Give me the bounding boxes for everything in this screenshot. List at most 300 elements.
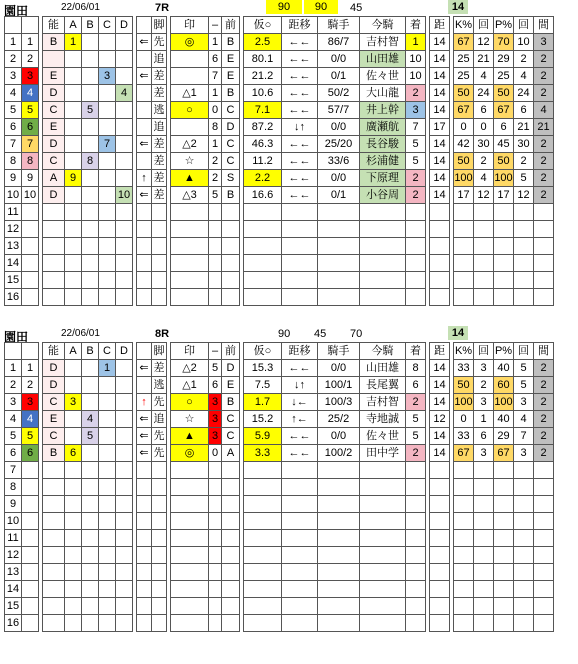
cell-shirushi: ☆: [171, 411, 209, 428]
cell-a: [65, 581, 82, 598]
cell-kyo: 14: [430, 34, 450, 51]
cell-dash: 6: [209, 377, 222, 394]
table-row: [5, 34, 554, 51]
cell-kyo: 14: [430, 85, 450, 102]
cell-mae: C: [222, 136, 240, 153]
cell-pp: 25: [494, 68, 514, 85]
cell-b: [82, 85, 99, 102]
cell-shirushi: [171, 68, 209, 85]
cell-ma: 2: [534, 445, 554, 462]
cell-kai: 3: [474, 445, 494, 462]
cell-kyo: [430, 513, 450, 530]
cell-b: [82, 513, 99, 530]
cell-a: [65, 428, 82, 445]
cell-imaki: 杉浦健: [360, 153, 406, 170]
cell-kp: [454, 272, 474, 289]
cell-ma: [534, 221, 554, 238]
cell-kari: [244, 238, 282, 255]
cell-waku: [22, 238, 39, 255]
cell-kp: 100: [454, 394, 474, 411]
cell-a: [65, 513, 82, 530]
cell-mae: E: [222, 51, 240, 68]
cell-kyo: [430, 581, 450, 598]
table-row: [5, 394, 554, 411]
cell-kp: [454, 289, 474, 306]
cell-d: [116, 238, 133, 255]
cell-noh: [43, 272, 65, 289]
table-row: [5, 85, 554, 102]
cell-no: 5: [5, 102, 22, 119]
cell-imaki: 佐々世: [360, 428, 406, 445]
cell-d: [116, 547, 133, 564]
cell-d: [116, 170, 133, 187]
venue-label: 園田: [4, 4, 29, 18]
cell-ido: ←←: [282, 51, 318, 68]
top-mark-kyori: 90: [304, 0, 338, 14]
cell-ma: [534, 289, 554, 306]
cell-b: [82, 119, 99, 136]
cell-b: [82, 68, 99, 85]
cell-kai2: [514, 255, 534, 272]
cell-arrow: ↑: [137, 394, 152, 411]
cell-pp: 45: [494, 136, 514, 153]
column-header-pp: P%: [494, 17, 514, 34]
cell-ido: [282, 598, 318, 615]
cell-kai: 6: [474, 428, 494, 445]
cell-b: [82, 34, 99, 51]
cell-a: [65, 377, 82, 394]
column-header-d: D: [116, 17, 133, 34]
cell-noh: C: [43, 394, 65, 411]
cell-a: [65, 136, 82, 153]
cell-imaki: 井上幹: [360, 102, 406, 119]
cell-shirushi: ○: [171, 102, 209, 119]
cell-ido: ←←: [282, 153, 318, 170]
cell-dash: 5: [209, 187, 222, 204]
cell-ma: [534, 581, 554, 598]
race-header: [0, 0, 578, 16]
cell-ido: ←←: [282, 136, 318, 153]
cell-kai: [474, 462, 494, 479]
cell-waku: [22, 513, 39, 530]
table-row: [5, 428, 554, 445]
cell-ma: 3: [534, 34, 554, 51]
table-row: [5, 68, 554, 85]
cell-c: [99, 204, 116, 221]
cell-arrow: [137, 221, 152, 238]
cell-pp: [494, 289, 514, 306]
cell-d: [116, 428, 133, 445]
cell-arrow: [137, 102, 152, 119]
cell-b: [82, 289, 99, 306]
cell-no: 8: [5, 153, 22, 170]
column-header-kyo: 距: [430, 17, 450, 34]
cell-kai2: 6: [514, 102, 534, 119]
cell-chaku: [406, 530, 426, 547]
cell-ido: ↓↑: [282, 377, 318, 394]
cell-no: 2: [5, 377, 22, 394]
cell-noh: C: [43, 102, 65, 119]
cell-waku: [22, 221, 39, 238]
cell-ido: ←←: [282, 170, 318, 187]
cell-b: 5: [82, 428, 99, 445]
cell-c: [99, 411, 116, 428]
cell-noh: A: [43, 170, 65, 187]
cell-imaki: [360, 255, 406, 272]
cell-imaki: [360, 479, 406, 496]
cell-ma: 2: [534, 153, 554, 170]
table-row: [5, 360, 554, 377]
cell-arrow: [137, 289, 152, 306]
cell-no: 4: [5, 411, 22, 428]
cell-dash: [209, 547, 222, 564]
cell-c: [99, 462, 116, 479]
cell-kari: [244, 204, 282, 221]
cell-a: [65, 153, 82, 170]
cell-waku: [22, 289, 39, 306]
cell-chaku: [406, 221, 426, 238]
cell-no: 3: [5, 68, 22, 85]
cell-chaku: 2: [406, 187, 426, 204]
cell-kyaku: 先: [152, 428, 167, 445]
cell-kp: [454, 581, 474, 598]
cell-c: [99, 445, 116, 462]
cell-mae: [222, 462, 240, 479]
cell-arrow: [137, 204, 152, 221]
cell-d: [116, 496, 133, 513]
cell-kai2: 7: [514, 428, 534, 445]
cell-shirushi: ▲: [171, 170, 209, 187]
cell-imaki: 長尾翼: [360, 377, 406, 394]
cell-imaki: [360, 238, 406, 255]
cell-kai: 1: [474, 411, 494, 428]
cell-kyaku: 逃: [152, 377, 167, 394]
cell-kp: 25: [454, 51, 474, 68]
cell-ma: 4: [534, 102, 554, 119]
column-header-noh: 能: [43, 343, 65, 360]
cell-kyaku: 差: [152, 187, 167, 204]
cell-waku: 3: [22, 394, 39, 411]
cell-noh: D: [43, 136, 65, 153]
cell-c: [99, 272, 116, 289]
cell-arrow: [137, 598, 152, 615]
cell-dash: 6: [209, 51, 222, 68]
cell-dash: [209, 289, 222, 306]
cell-ma: 2: [534, 377, 554, 394]
cell-kishu: [318, 547, 360, 564]
cell-b: [82, 615, 99, 632]
column-header-c: C: [99, 17, 116, 34]
cell-ido: [282, 547, 318, 564]
cell-a: [65, 85, 82, 102]
cell-kari: 87.2: [244, 119, 282, 136]
cell-kyaku: [152, 530, 167, 547]
column-header-kishu: 騎手: [318, 343, 360, 360]
cell-d: [116, 204, 133, 221]
cell-kyaku: 先: [152, 445, 167, 462]
cell-no: 1: [5, 360, 22, 377]
cell-pp: [494, 221, 514, 238]
cell-b: [82, 581, 99, 598]
cell-dash: 1: [209, 136, 222, 153]
cell-a: 9: [65, 170, 82, 187]
cell-imaki: 山田雄: [360, 51, 406, 68]
cell-ma: [534, 255, 554, 272]
cell-kai2: 30: [514, 136, 534, 153]
cell-kishu: [318, 255, 360, 272]
cell-ido: ↓↑: [282, 119, 318, 136]
cell-kari: [244, 598, 282, 615]
cell-mae: A: [222, 445, 240, 462]
cell-kai2: 5: [514, 377, 534, 394]
cell-ma: [534, 496, 554, 513]
cell-c: [99, 238, 116, 255]
cell-c: [99, 496, 116, 513]
cell-arrow: [137, 462, 152, 479]
cell-chaku: [406, 204, 426, 221]
cell-chaku: [406, 289, 426, 306]
cell-arrow: [137, 153, 152, 170]
cell-kyaku: [152, 462, 167, 479]
cell-d: [116, 360, 133, 377]
cell-b: [82, 462, 99, 479]
cell-kari: 11.2: [244, 153, 282, 170]
cell-dash: 5: [209, 360, 222, 377]
cell-arrow: [137, 377, 152, 394]
cell-kyo: 14: [430, 68, 450, 85]
cell-noh: C: [43, 153, 65, 170]
cell-shirushi: ▲: [171, 428, 209, 445]
cell-dash: [209, 255, 222, 272]
cell-kishu: [318, 496, 360, 513]
cell-noh: D: [43, 187, 65, 204]
cell-kp: 0: [454, 411, 474, 428]
cell-pp: [494, 496, 514, 513]
cell-b: [82, 221, 99, 238]
cell-kari: 10.6: [244, 85, 282, 102]
cell-ido: [282, 513, 318, 530]
cell-shirushi: △1: [171, 85, 209, 102]
table-row: [5, 255, 554, 272]
cell-kp: [454, 479, 474, 496]
cell-a: [65, 530, 82, 547]
cell-ma: 2: [534, 428, 554, 445]
table-row: [5, 272, 554, 289]
cell-c: [99, 289, 116, 306]
cell-kari: 7.5: [244, 377, 282, 394]
cell-ido: [282, 496, 318, 513]
cell-kyo: [430, 255, 450, 272]
cell-chaku: [406, 496, 426, 513]
cell-c: [99, 428, 116, 445]
cell-kyaku: [152, 547, 167, 564]
cell-chaku: 10: [406, 68, 426, 85]
cell-kishu: 0/0: [318, 360, 360, 377]
table-row: [5, 170, 554, 187]
cell-noh: E: [43, 119, 65, 136]
cell-b: 5: [82, 102, 99, 119]
cell-kai: 21: [474, 51, 494, 68]
column-header-waku: [22, 17, 39, 34]
table-row: [5, 221, 554, 238]
cell-arrow: [137, 615, 152, 632]
column-header-no: [5, 17, 22, 34]
cell-arrow: ⇐: [137, 136, 152, 153]
cell-imaki: [360, 598, 406, 615]
cell-imaki: [360, 462, 406, 479]
cell-no: 6: [5, 119, 22, 136]
cell-no: 12: [5, 221, 22, 238]
cell-mae: [222, 530, 240, 547]
cell-waku: 10: [22, 187, 39, 204]
table-row: [5, 598, 554, 615]
cell-no: 9: [5, 170, 22, 187]
cell-kai2: 10: [514, 34, 534, 51]
cell-c: [99, 255, 116, 272]
cell-no: 10: [5, 187, 22, 204]
cell-pp: 67: [494, 445, 514, 462]
cell-kari: [244, 255, 282, 272]
cell-ido: ↓←: [282, 394, 318, 411]
cell-ma: [534, 513, 554, 530]
cell-pp: [494, 255, 514, 272]
cell-d: [116, 377, 133, 394]
cell-no: 8: [5, 479, 22, 496]
cell-kyaku: [152, 513, 167, 530]
column-header-a: A: [65, 343, 82, 360]
cell-kyaku: 差: [152, 153, 167, 170]
cell-waku: [22, 255, 39, 272]
column-header-a: A: [65, 17, 82, 34]
cell-kishu: [318, 581, 360, 598]
cell-b: [82, 272, 99, 289]
cell-noh: [43, 51, 65, 68]
cell-chaku: [406, 238, 426, 255]
cell-arrow: ⇐: [137, 187, 152, 204]
cell-mae: [222, 615, 240, 632]
column-header-dash: –: [209, 17, 222, 34]
cell-kishu: [318, 598, 360, 615]
cell-kyo: [430, 221, 450, 238]
cell-no: 4: [5, 85, 22, 102]
cell-kai: 12: [474, 34, 494, 51]
cell-ma: [534, 462, 554, 479]
cell-kari: [244, 221, 282, 238]
cell-imaki: [360, 530, 406, 547]
cell-mae: [222, 255, 240, 272]
column-header-row: [5, 17, 554, 34]
cell-kai2: [514, 204, 534, 221]
race-date: 22/06/01: [61, 328, 100, 339]
cell-kai: 6: [474, 102, 494, 119]
cell-chaku: [406, 598, 426, 615]
cell-ma: 2: [534, 187, 554, 204]
cell-ma: 2: [534, 170, 554, 187]
cell-c: [99, 51, 116, 68]
cell-kai2: [514, 547, 534, 564]
cell-imaki: 下原理: [360, 170, 406, 187]
cell-arrow: ⇐: [137, 428, 152, 445]
cell-arrow: [137, 564, 152, 581]
cell-kishu: [318, 530, 360, 547]
cell-b: [82, 204, 99, 221]
cell-dash: [209, 615, 222, 632]
cell-dash: [209, 513, 222, 530]
cell-noh: [43, 221, 65, 238]
cell-imaki: 長谷駿: [360, 136, 406, 153]
cell-noh: [43, 238, 65, 255]
cell-kishu: [318, 221, 360, 238]
distance-header: 14: [448, 0, 468, 14]
cell-kyo: [430, 564, 450, 581]
table-row: [5, 411, 554, 428]
cell-b: [82, 496, 99, 513]
cell-kari: 15.2: [244, 411, 282, 428]
cell-b: [82, 136, 99, 153]
cell-no: 6: [5, 445, 22, 462]
cell-b: [82, 187, 99, 204]
cell-mae: C: [222, 428, 240, 445]
cell-kp: 33: [454, 428, 474, 445]
cell-kyo: 12: [430, 411, 450, 428]
cell-c: [99, 34, 116, 51]
cell-kishu: 33/6: [318, 153, 360, 170]
cell-c: [99, 479, 116, 496]
cell-kishu: 0/0: [318, 170, 360, 187]
cell-dash: [209, 462, 222, 479]
cell-d: [116, 462, 133, 479]
cell-dash: [209, 238, 222, 255]
cell-b: [82, 479, 99, 496]
cell-a: [65, 547, 82, 564]
cell-kyaku: 逃: [152, 102, 167, 119]
cell-mae: [222, 221, 240, 238]
cell-kyaku: [152, 221, 167, 238]
cell-mae: [222, 289, 240, 306]
cell-no: 14: [5, 255, 22, 272]
cell-noh: [43, 462, 65, 479]
cell-kyaku: 差: [152, 170, 167, 187]
cell-c: [99, 564, 116, 581]
cell-chaku: [406, 581, 426, 598]
cell-ido: ←←: [282, 187, 318, 204]
cell-a: [65, 564, 82, 581]
cell-kai: [474, 496, 494, 513]
cell-noh: [43, 479, 65, 496]
cell-b: [82, 377, 99, 394]
cell-kp: 25: [454, 68, 474, 85]
column-header-kai: 回: [474, 17, 494, 34]
cell-dash: 3: [209, 394, 222, 411]
cell-mae: D: [222, 360, 240, 377]
cell-imaki: [360, 564, 406, 581]
cell-no: 3: [5, 394, 22, 411]
cell-arrow: [137, 238, 152, 255]
cell-no: 15: [5, 598, 22, 615]
cell-a: [65, 615, 82, 632]
column-header-shirushi: 印: [171, 17, 209, 34]
cell-pp: [494, 547, 514, 564]
cell-noh: B: [43, 445, 65, 462]
cell-mae: [222, 513, 240, 530]
table-row: [5, 513, 554, 530]
cell-chaku: 5: [406, 428, 426, 445]
cell-shirushi: [171, 581, 209, 598]
cell-dash: [209, 221, 222, 238]
cell-noh: E: [43, 411, 65, 428]
cell-kari: [244, 564, 282, 581]
cell-b: 8: [82, 153, 99, 170]
